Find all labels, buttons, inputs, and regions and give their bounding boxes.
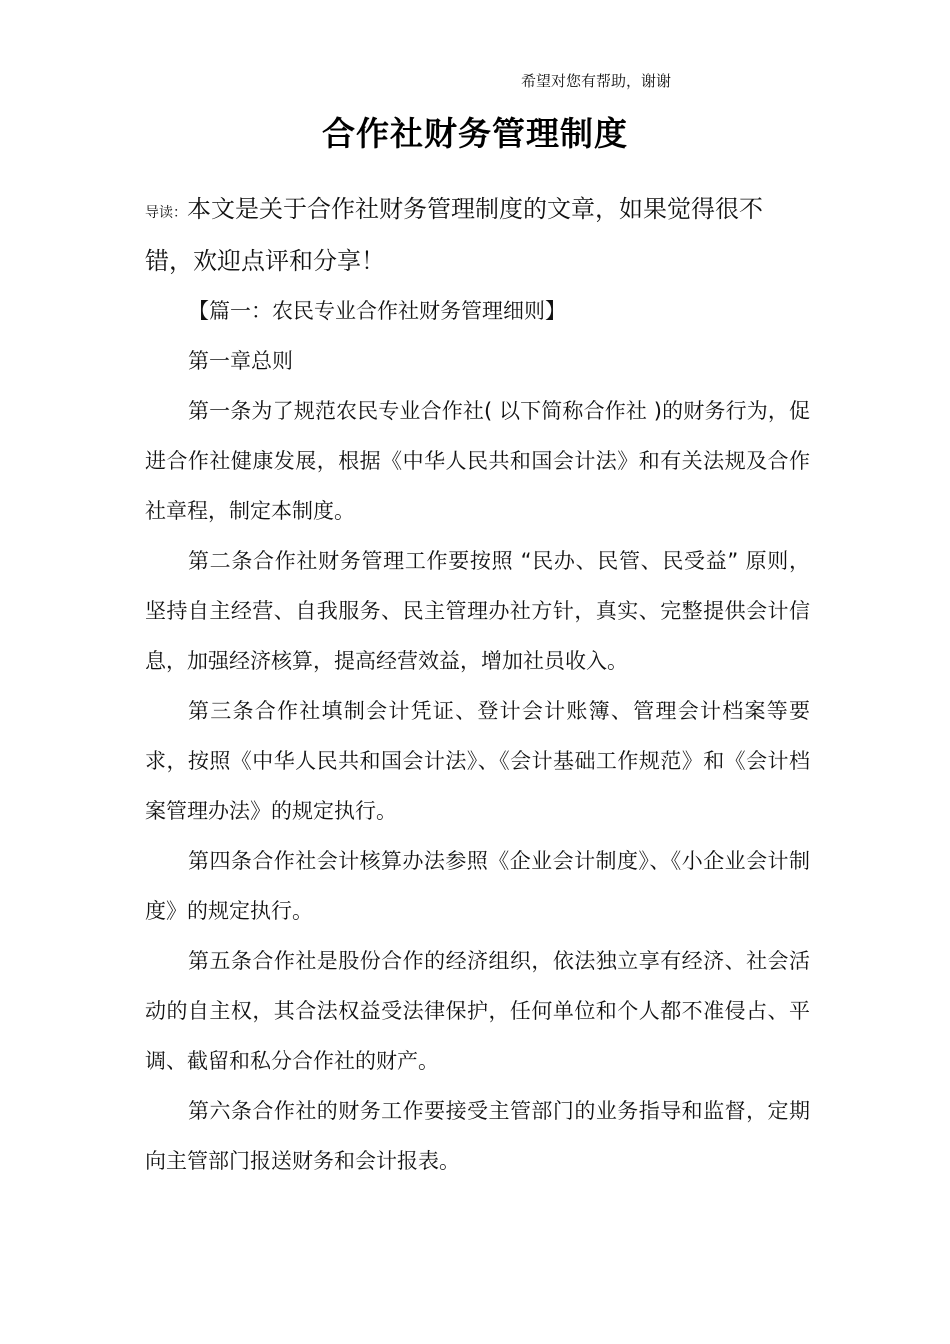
intro-text: 本文是关于合作社财务管理制度的文章，如果觉得很不错，欢迎点评和分享！ [145, 195, 763, 275]
article-paragraph: 第六条合作社的财务工作要接受主管部门的业务指导和监督，定期向主管部门报送财务和会计报表。 [145, 1099, 810, 1173]
document-body [145, 185, 810, 1186]
intro-label: 导读： [145, 205, 187, 221]
header-note: 希望对您有帮助，谢谢 [521, 72, 672, 90]
article-paragraph: 第一条为了规范农民专业合作社( 以下简称合作社 )的财务行为，促进合作社健康发展，根据《中华人民共和国会计法》和有关法规及合作社章程，制定本制度。 [145, 399, 810, 523]
article-paragraph: 第二条合作社财务管理工作要按照 “民办、民管、民受益” 原则，坚持自主经营、自我服务、民主管理办社方针，真实、完整提供会计信息，加强经济核算，提高经营效益，增加社员收入。 [145, 549, 810, 673]
section-heading: 【篇一：农民专业合作社财务管理细则】 [188, 299, 566, 323]
intro-paragraph [145, 185, 810, 285]
chapter-heading: 第一章总则 [188, 349, 293, 373]
article-paragraph: 第三条合作社填制会计凭证、登计会计账簿、管理会计档案等要求，按照《中华人民共和国会计法》、《会计基础工作规范》和《会计档案管理办法》的规定执行。 [145, 699, 810, 823]
article-paragraph: 第四条合作社会计核算办法参照《企业会计制度》、《小企业会计制度》的规定执行。 [145, 849, 810, 923]
article-paragraph: 第五条合作社是股份合作的经济组织，依法独立享有经济、社会活动的自主权，其合法权益受法律保护，任何单位和个人都不准侵占、平调、截留和私分合作社的财产。 [145, 949, 810, 1073]
document-title: 合作社财务管理制度 [322, 114, 628, 153]
